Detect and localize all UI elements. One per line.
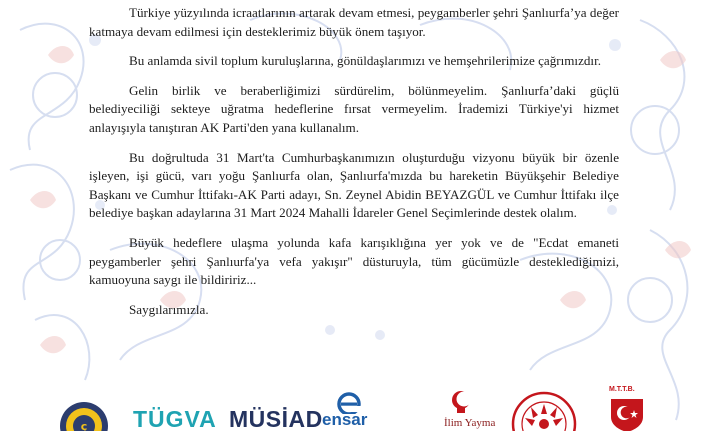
paragraph-3: Gelin birlik ve beraberliğimizi sürdürelim, bölünmeyelim. Şanlıurfa’daki güçlü belediyeciliği sekteye uğratma hedeflerine fırsat vermeyelim. İrademizi Türkiye'yi hizmet anlayışıyla tanıştıran AK Parti'den yana kullanalım. (89, 82, 619, 135)
paragraph-5: Büyük hedeflere ulaşma yolunda kafa karışıklığına yer yok ve de "Ecdat emaneti peygamberler şehri Şanlıurfa'ya vefa yakışır" düsturuyla, tüm gücümüzle desteklediğimizi, kamuoyuna saygı ile bildiririz... (89, 234, 619, 288)
mttb-shield-logo (609, 391, 645, 431)
circular-emblem-logo (58, 400, 110, 431)
statement-text (89, 4, 619, 330)
paragraph-1: Türkiye yüzyılında icraatlarının artarak devam etmesi, peygamberler şehri Şanlıurfa’ya değer katmaya devam edilmesi için desteklerimiz büyük önem taşıyor. (89, 5, 619, 39)
closing-line: Saygılarımızla. (129, 301, 209, 317)
svg-text:ç: ç (80, 420, 88, 431)
paragraph-2: Bu anlamda sivil toplum kuruluşlarına, gönüldaşlarımızı ve hemşehrilerimize çağrımızdır. (129, 53, 601, 69)
ensar-logo: ensar (322, 410, 368, 429)
musiad-logo: MÜSİAD (229, 406, 323, 431)
ilim-yayma-logo: İlim Yayma (444, 417, 496, 429)
ilim-yayma-crescent-icon (450, 388, 472, 414)
association-seal-logo (511, 390, 577, 431)
paragraph-4: Bu doğrultuda 31 Mart'ta Cumhurbaşkanımızın oluşturduğu vizyonu büyük bir özenle işleyen, işi gücü, varı yoğu Şanlıurfa olan, Şanlıurfa'mızda bu hareketin Büyükşehir Belediye Başkanı ve Cumhur İttifakı-AK Parti adayı, Sn. Zeynel Abidin BEYAZGÜL ve Cumhur İttifakı ilçe belediye başkan adaylarına 31 Mart 2024 Mahalli İdareler Genel Seçimlerinde destek olalım. (89, 149, 619, 221)
mttb-logo: M.T.T.B. (609, 386, 635, 393)
logo-strip (0, 386, 706, 431)
tugva-logo: TÜGVA (133, 406, 217, 431)
